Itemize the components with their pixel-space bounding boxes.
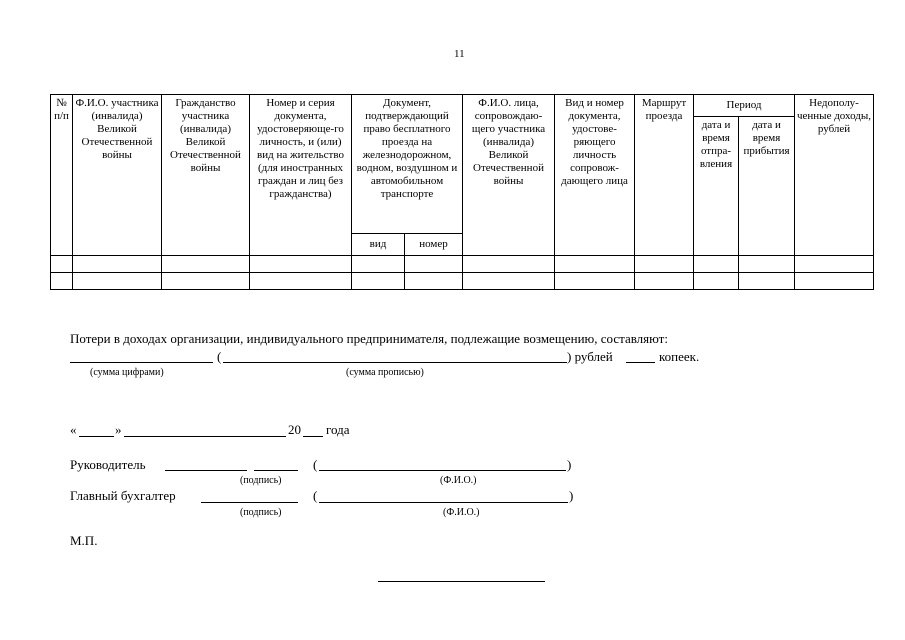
table-cell[interactable] (250, 273, 352, 290)
rubles-label: ) рублей (567, 349, 613, 364)
caption-head-name: (Ф.И.О.) (440, 475, 477, 486)
stamp-label: М.П. (70, 533, 98, 548)
header-citizenship: Гражданство участника (инвалида) Великой Отечественной войны (162, 95, 250, 256)
table-cell[interactable] (739, 273, 795, 290)
header-lost-income: Недополу-ченные доходы, рублей (795, 95, 874, 256)
header-num: № п/п (51, 95, 73, 256)
header-departure: дата и время отпра-вления (694, 117, 739, 256)
kopecks-line[interactable] (626, 362, 655, 363)
header-companion-document: Вид и номер документа, удостове-ряющего личность сопровож-дающего лица (555, 95, 635, 256)
date-month-line[interactable] (124, 436, 286, 437)
head-open-paren: ( (313, 457, 318, 472)
caption-sum-words: (сумма прописью) (346, 367, 424, 378)
accountant-name-line[interactable] (319, 502, 568, 503)
table-cell[interactable] (162, 273, 250, 290)
date-year-prefix: 20 (288, 422, 301, 437)
table-cell[interactable] (405, 256, 463, 273)
accountant-open-paren: ( (313, 488, 318, 503)
table-cell[interactable] (73, 273, 162, 290)
header-companion-fio: Ф.И.О. лица, сопровождаю-щего участника (инвалида) Великой Отечественной войны (463, 95, 555, 256)
header-period: Период (694, 95, 795, 117)
table-cell[interactable] (635, 273, 694, 290)
table-cell[interactable] (795, 256, 874, 273)
compensation-table (50, 94, 874, 290)
date-day-line[interactable] (79, 436, 114, 437)
head-signature-line-2[interactable] (254, 470, 298, 471)
accountant-signature-line[interactable] (201, 502, 298, 503)
table-cell[interactable] (795, 273, 874, 290)
sum-words-open-paren: ( (217, 349, 222, 364)
header-arrival: дата и время прибытия (739, 117, 795, 256)
head-close-paren: ) (567, 457, 572, 472)
header-id-document: Номер и серия документа, удостоверяюще-го личность, и (или) вид на жительство (для иностранных граждан и лиц без гражданства) (250, 95, 352, 256)
table-row (51, 273, 874, 290)
table-cell[interactable] (694, 256, 739, 273)
table-cell[interactable] (162, 256, 250, 273)
table-cell[interactable] (635, 256, 694, 273)
accountant-close-paren: ) (569, 488, 574, 503)
caption-sum-digits: (сумма цифрами) (90, 367, 164, 378)
table-cell[interactable] (463, 256, 555, 273)
table-cell[interactable] (405, 273, 463, 290)
header-route: Маршрут проезда (635, 95, 694, 256)
table-cell[interactable] (555, 256, 635, 273)
footnote-line (378, 581, 545, 582)
kopecks-label: копеек. (659, 349, 700, 364)
table-cell[interactable] (352, 256, 405, 273)
date-close-quote: » (115, 422, 122, 437)
accountant-label: Главный бухгалтер (70, 488, 176, 503)
header-travel-document: Документ, подтверждающий право бесплатного проезда на железнодорожном, водном, воздушном и автомобильном транспорте (352, 95, 463, 234)
header-fio: Ф.И.О. участника (инвалида) Великой Отечественной войны (73, 95, 162, 256)
table-cell[interactable] (463, 273, 555, 290)
sum-digits-line[interactable] (70, 362, 213, 363)
caption-head-signature: (подпись) (240, 475, 282, 486)
header-travel-doc-number: номер (405, 234, 463, 256)
table-cell[interactable] (555, 273, 635, 290)
date-open-quote: « (70, 422, 77, 437)
caption-accountant-name: (Ф.И.О.) (443, 507, 480, 518)
table-cell[interactable] (51, 256, 73, 273)
date-year-line[interactable] (303, 436, 323, 437)
table-cell[interactable] (250, 256, 352, 273)
page-number: 11 (454, 48, 465, 60)
head-name-line[interactable] (319, 470, 566, 471)
table-cell[interactable] (352, 273, 405, 290)
losses-statement: Потери в доходах организации, индивидуального предпринимателя, подлежащие возмещению, составляют: (70, 331, 668, 346)
caption-accountant-signature: (подпись) (240, 507, 282, 518)
head-signature-line[interactable] (165, 470, 247, 471)
header-travel-doc-type: вид (352, 234, 405, 256)
table-cell[interactable] (73, 256, 162, 273)
table-row (51, 256, 874, 273)
table-cell[interactable] (694, 273, 739, 290)
table-cell[interactable] (51, 273, 73, 290)
table-cell[interactable] (739, 256, 795, 273)
sum-words-line[interactable] (223, 362, 567, 363)
date-year-suffix: года (326, 422, 350, 437)
head-label: Руководитель (70, 457, 146, 472)
